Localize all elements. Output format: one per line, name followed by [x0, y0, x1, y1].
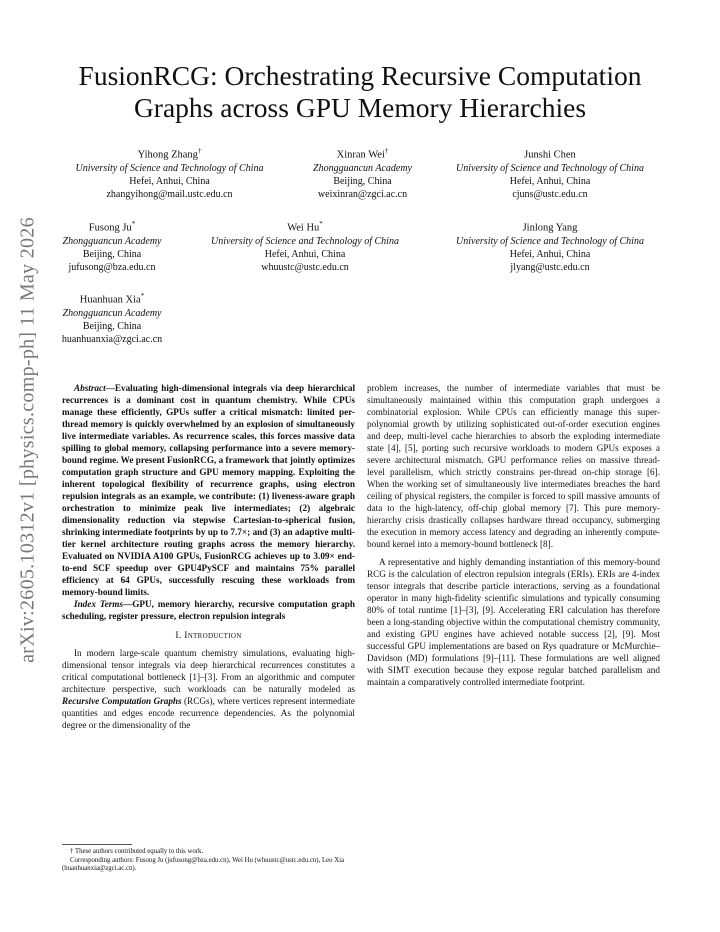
author-name: Xinran Wei [336, 149, 385, 161]
author-affiliation: University of Science and Technology of China [456, 162, 644, 174]
paragraph: problem increases, the number of intermediate variables that must be simultaneously maintained within this computation graph undergoes a combinatorial explosion. While CPUs can efficiently manage this super-polynomial growth by utilizing sophisticated out-of-order execution engines and deep, multi-level cache hierarchies to absorb the exploding intermediate state [4], [5], porting such recursive workloads to modern GPUs exposes a severe architectural mismatch. GPU performance relies on massive thread-level parallelism, which strictly constrains per-thread on-chip storage [6]. When the working set of simultaneously live intermediates breaches the hard ceiling of physical registers, the compiler is forced to spill massive amounts of data to the high-latency, off-chip global memory [7]. This pure memory-hierarchy crisis drastically collapses hardware thread occupancy, submerging the execution in memory access latency and degrading an inherently compute-bound kernel into a memory-bound bottleneck [8]. [367, 383, 660, 549]
author-email: weixinran@zgci.ac.cn [317, 188, 408, 200]
abstract [62, 382, 355, 598]
footnote: † These authors contributed equally to this work. [70, 848, 204, 855]
author-name: Jinlong Yang [522, 222, 578, 234]
author-affiliation: University of Science and Technology of China [456, 235, 644, 247]
author-location: Hefei, Anhui, China [509, 248, 591, 260]
footnote: Corresponding authors: Fusong Ju (jufusong@bza.edu.cn), Wei Hu (whuustc@ustc.edu.cn), Leo Xia (huanhuanxia@zgci.ac.cn). [62, 856, 345, 872]
author-block [440, 145, 660, 201]
abstract-text: —Evaluating high-dimensional integrals via deep hierarchical recurrences is a dominant cost in quantum chemistry. While CPUs manage these efficiently, GPUs suffer a critical mismatch: limited per-thread memory is quickly overwhelmed by an explosion of simultaneously live intermediate variables. As recurrence scales, this forces massive data spilling to global memory, collapsing performance into a severe memory-bound regime. We present FusionRCG, a framework that jointly optimizes computation graph structure and GPU memory mapping. Exploiting the inherent topological flexibility of recurrence graphs, using electron repulsion integrals as an example, we contribute: (1) liveness-aware graph orchestration to minimize peak live intermediates; (2) algebraic dimensionality reduction via stepwise Cartesian-to-spherical fusion, shrinking intermediate footprints by up to 7.7×; and (3) an adaptive multi-tier kernel architecture routing graphs across the memory hierarchy. Evaluated on NVIDIA A100 GPUs, FusionRCG achieves up to 3.09× end-to-end SCF speedup over GPU4PySCF and maintains 75% parallel efficiency at 64 GPUs, successfully rescuing these workloads from memory-bound limits. [62, 383, 355, 597]
paragraph: A representative and highly demanding instantiation of this memory-bound RCG is the calculation of electron repulsion integrals (ERIs). ERIs are 4-index tensor integrals that describe particle interactions, serving as a foundational operator in many high-fidelity scientific simulations and typically consuming 80% of total runtime [1]–[3], [9]. Accelerating ERI calculation has therefore been a long-standing objective within the computational chemistry community, and existing GPU engines have achieved notable success [2], [9]. Most successful GPU implementations are based on Rys quadrature or McMurchie–Davidson (MD) formulations [9]–[11]. These formulations are well aligned with SIMT execution because they expose regular batched parallelism and maintain a comparatively controlled intermediate footprint. [367, 557, 660, 687]
author-email: whuustc@ustc.edu.cn [261, 261, 349, 273]
author-email: huanhuanxia@zgci.ac.cn [61, 333, 163, 345]
author-block [52, 218, 172, 274]
author-block [52, 290, 172, 346]
author-email: jufusong@bza.edu.cn [68, 261, 156, 273]
author-mark: * [140, 292, 145, 300]
author-email: cjuns@ustc.edu.cn [512, 188, 588, 200]
index-terms-label: Index Terms [74, 599, 123, 609]
author-affiliation: University of Science and Technology of China [211, 235, 399, 247]
footnotes [62, 844, 355, 874]
author-location: Beijing, China [82, 248, 142, 260]
author-location: Hefei, Anhui, China [129, 175, 210, 187]
author-name: Wei Hu [287, 222, 320, 234]
author-mark: † [384, 147, 389, 155]
author-mark: * [319, 220, 323, 228]
emphasis-term: Recursive Computation Graphs [62, 696, 182, 706]
author-name: Fusong Ju [88, 222, 132, 234]
index-terms-text: —GPU, memory hierarchy, recursive computation graph scheduling, register pressure, electron repulsion integrals [62, 599, 355, 621]
author-name: Yihong Zhang [137, 149, 198, 161]
arxiv-id: arXiv:2605.10312v1 [physics.comp-ph] 11 May 2026 [16, 217, 39, 663]
author-location: Hefei, Anhui, China [264, 248, 346, 260]
paper-title: FusionRCG: Orchestrating Recursive Computation Graphs across GPU Memory Hierarchies [78, 60, 642, 123]
intro-text: (RCGs), where vertices represent intermediate quantities and edges encode recurrence dependencies. As the polynomial degree or the dimensionality of the [62, 696, 355, 730]
author-name: Huanhuan Xia [79, 294, 141, 306]
index-terms [62, 598, 355, 622]
author-email: jlyang@ustc.edu.cn [510, 261, 590, 273]
author-block [185, 218, 425, 274]
author-block [440, 218, 660, 274]
author-block [290, 145, 435, 201]
footnote-rule [62, 844, 132, 845]
author-affiliation: Zhongguancun Academy [62, 235, 162, 247]
right-column [367, 382, 660, 688]
author-email: zhangyihong@mail.ustc.edu.cn [106, 188, 233, 200]
intro-paragraph [62, 647, 355, 731]
author-affiliation: Zhongguancun Academy [62, 307, 162, 319]
author-mark: † [197, 147, 202, 155]
author-name: Junshi Chen [524, 149, 576, 161]
abstract-label: Abstract [74, 383, 106, 393]
author-location: Beijing, China [82, 320, 142, 332]
author-affiliation: University of Science and Technology of China [75, 162, 264, 174]
author-block [62, 145, 277, 201]
author-mark: * [131, 220, 136, 228]
author-affiliation: Zhongguancun Academy [313, 162, 412, 174]
left-column [62, 382, 355, 731]
arxiv-stamp [8, 180, 48, 700]
section-heading: I. Introduction [175, 631, 242, 641]
author-location: Beijing, China [333, 175, 392, 187]
intro-text: In modern large-scale quantum chemistry simulations, evaluating high-dimensional tensor integrals via deep hierarchical recurrences constitutes a critical computational bottleneck [1]–[3]. From an algorithmic and computer architecture perspective, such workloads can be naturally modeled as [62, 648, 355, 694]
author-location: Hefei, Anhui, China [509, 175, 591, 187]
